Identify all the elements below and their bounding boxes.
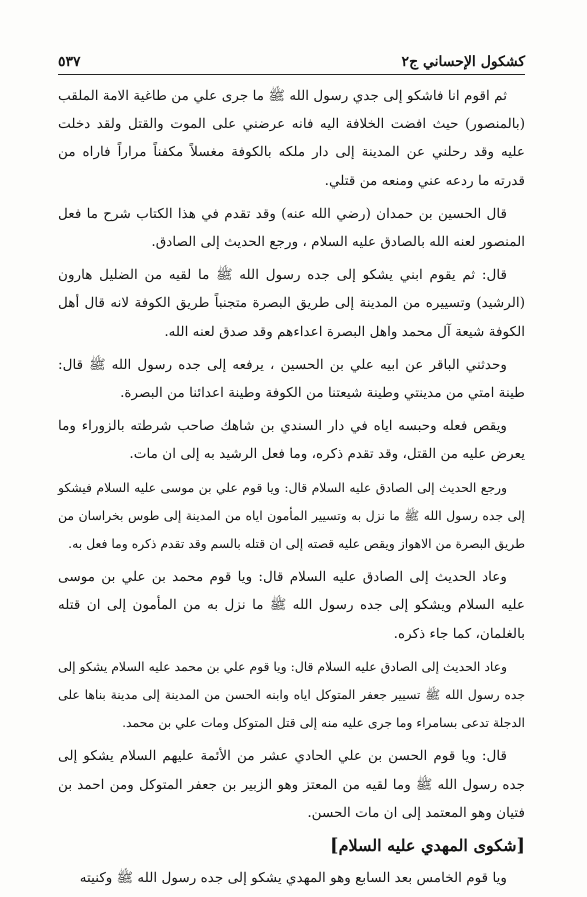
- paragraph: قال: ثم يقوم ابني يشكو إلى جده رسول الله ﷺ ما لقيه من الضليل هارون (الرشيد) وتسييره من المدينة إلى طريق البصرة متجنباً طريق الكوفة لانه قال أهل الكوفة شيعة آل محمد واهل البصرة اعداءهم وقد صدق لعنه الله.: [58, 267, 525, 340]
- page-header: [58, 44, 525, 70]
- paragraph: ثم اقوم انا فاشكو إلى جدي رسول الله ﷺ ما جرى علي من طاغية الامة الملقب (بالمنصور) حيث افضت الخلافة اليه فانه عرضني على الموت والقتل ولقد دخلت عليه وقد رحلني عن المدينة إلى دار ملكه بالكوفة مغسلاً مكفناً مراراً فاراه من قدرته ما ردعه عني ومنعه من قتلي.: [58, 88, 525, 189]
- section-title: [شكوى المهدي عليه السلام]: [330, 835, 525, 857]
- page-number: ٥٣٧: [58, 54, 81, 70]
- paragraph-last: ويا قوم الخامس بعد السابع وهو المهدي يشكو إلى جده رسول الله ﷺ وكنيته: [79, 870, 507, 887]
- page-body: [58, 82, 525, 897]
- section-title-text: شكوى المهدي عليه السلام: [338, 836, 517, 856]
- paragraph: وعاد الحديث إلى الصادق عليه السلام قال: ويا قوم علي بن محمد عليه السلام يشكو إلى جده رسول الله ﷺ تسيير جعفر المتوكل اياه وابنه الحسن من المدينة إلى مدينة بناها على الدجلة تدعى بسامراء وما جرى عليه منه إلى قتل المتوكل ومات علي بن محمد.: [58, 658, 525, 731]
- paragraph: وحدثني الباقر عن ابيه علي بن الحسين ، يرفعه إلى جده رسول الله ﷺ قال: طينة امتي من مدينتي وطينة شيعتنا من الكوفة وطينة اعدائنا من البصرة.: [58, 356, 525, 402]
- paragraph: ورجع الحديث إلى الصادق عليه السلام قال: ويا قوم علي بن موسى عليه السلام فيشكو إلى جده رسول الله ﷺ ما نزل به وتسيير المأمون اياه من المدينة إلى طوس بخراسان من طريق البصرة من الاهواز ويقص عليه قصته إلى ان قتله بالسم وقد تقدم ذكره وما فعل به.: [58, 479, 525, 552]
- paragraph: قال: ويا قوم الحسن بن علي الحادي عشر من الأئمة عليهم السلام يشكو إلى جده رسول الله ﷺ وما لقيه من المعتز وهو الزبير بن جعفر المتوكل ومن احمد بن فتيان وهو المعتمد إلى ان مات الحسن.: [58, 748, 525, 821]
- book-title: كشكول الإحساني ج٢: [401, 54, 525, 70]
- paragraph: وعاد الحديث إلى الصادق عليه السلام قال: ويا قوم محمد بن علي بن موسى عليه السلام ويشكو إلى جده رسول الله ﷺ ما نزل به من المأمون إلى ان قتله بالغلمان، كما جاء ذكره.: [58, 569, 525, 642]
- paragraph: قال الحسين بن حمدان (رضي الله عنه) وقد تقدم في هذا الكتاب شرح ما فعل المنصور لعنه الله بالصادق عليه السلام ، ورجع الحديث إلى الصادق.: [58, 205, 525, 251]
- paragraph: ويقص فعله وحبسه اياه في دار السندي بن شاهك صاحب شرطته بالزوراء وما يعرض عليه من القتل، وقد تقدم ذكره، وما فعل الرشيد به إلى ان مات.: [58, 418, 525, 463]
- header-rule: [58, 74, 525, 75]
